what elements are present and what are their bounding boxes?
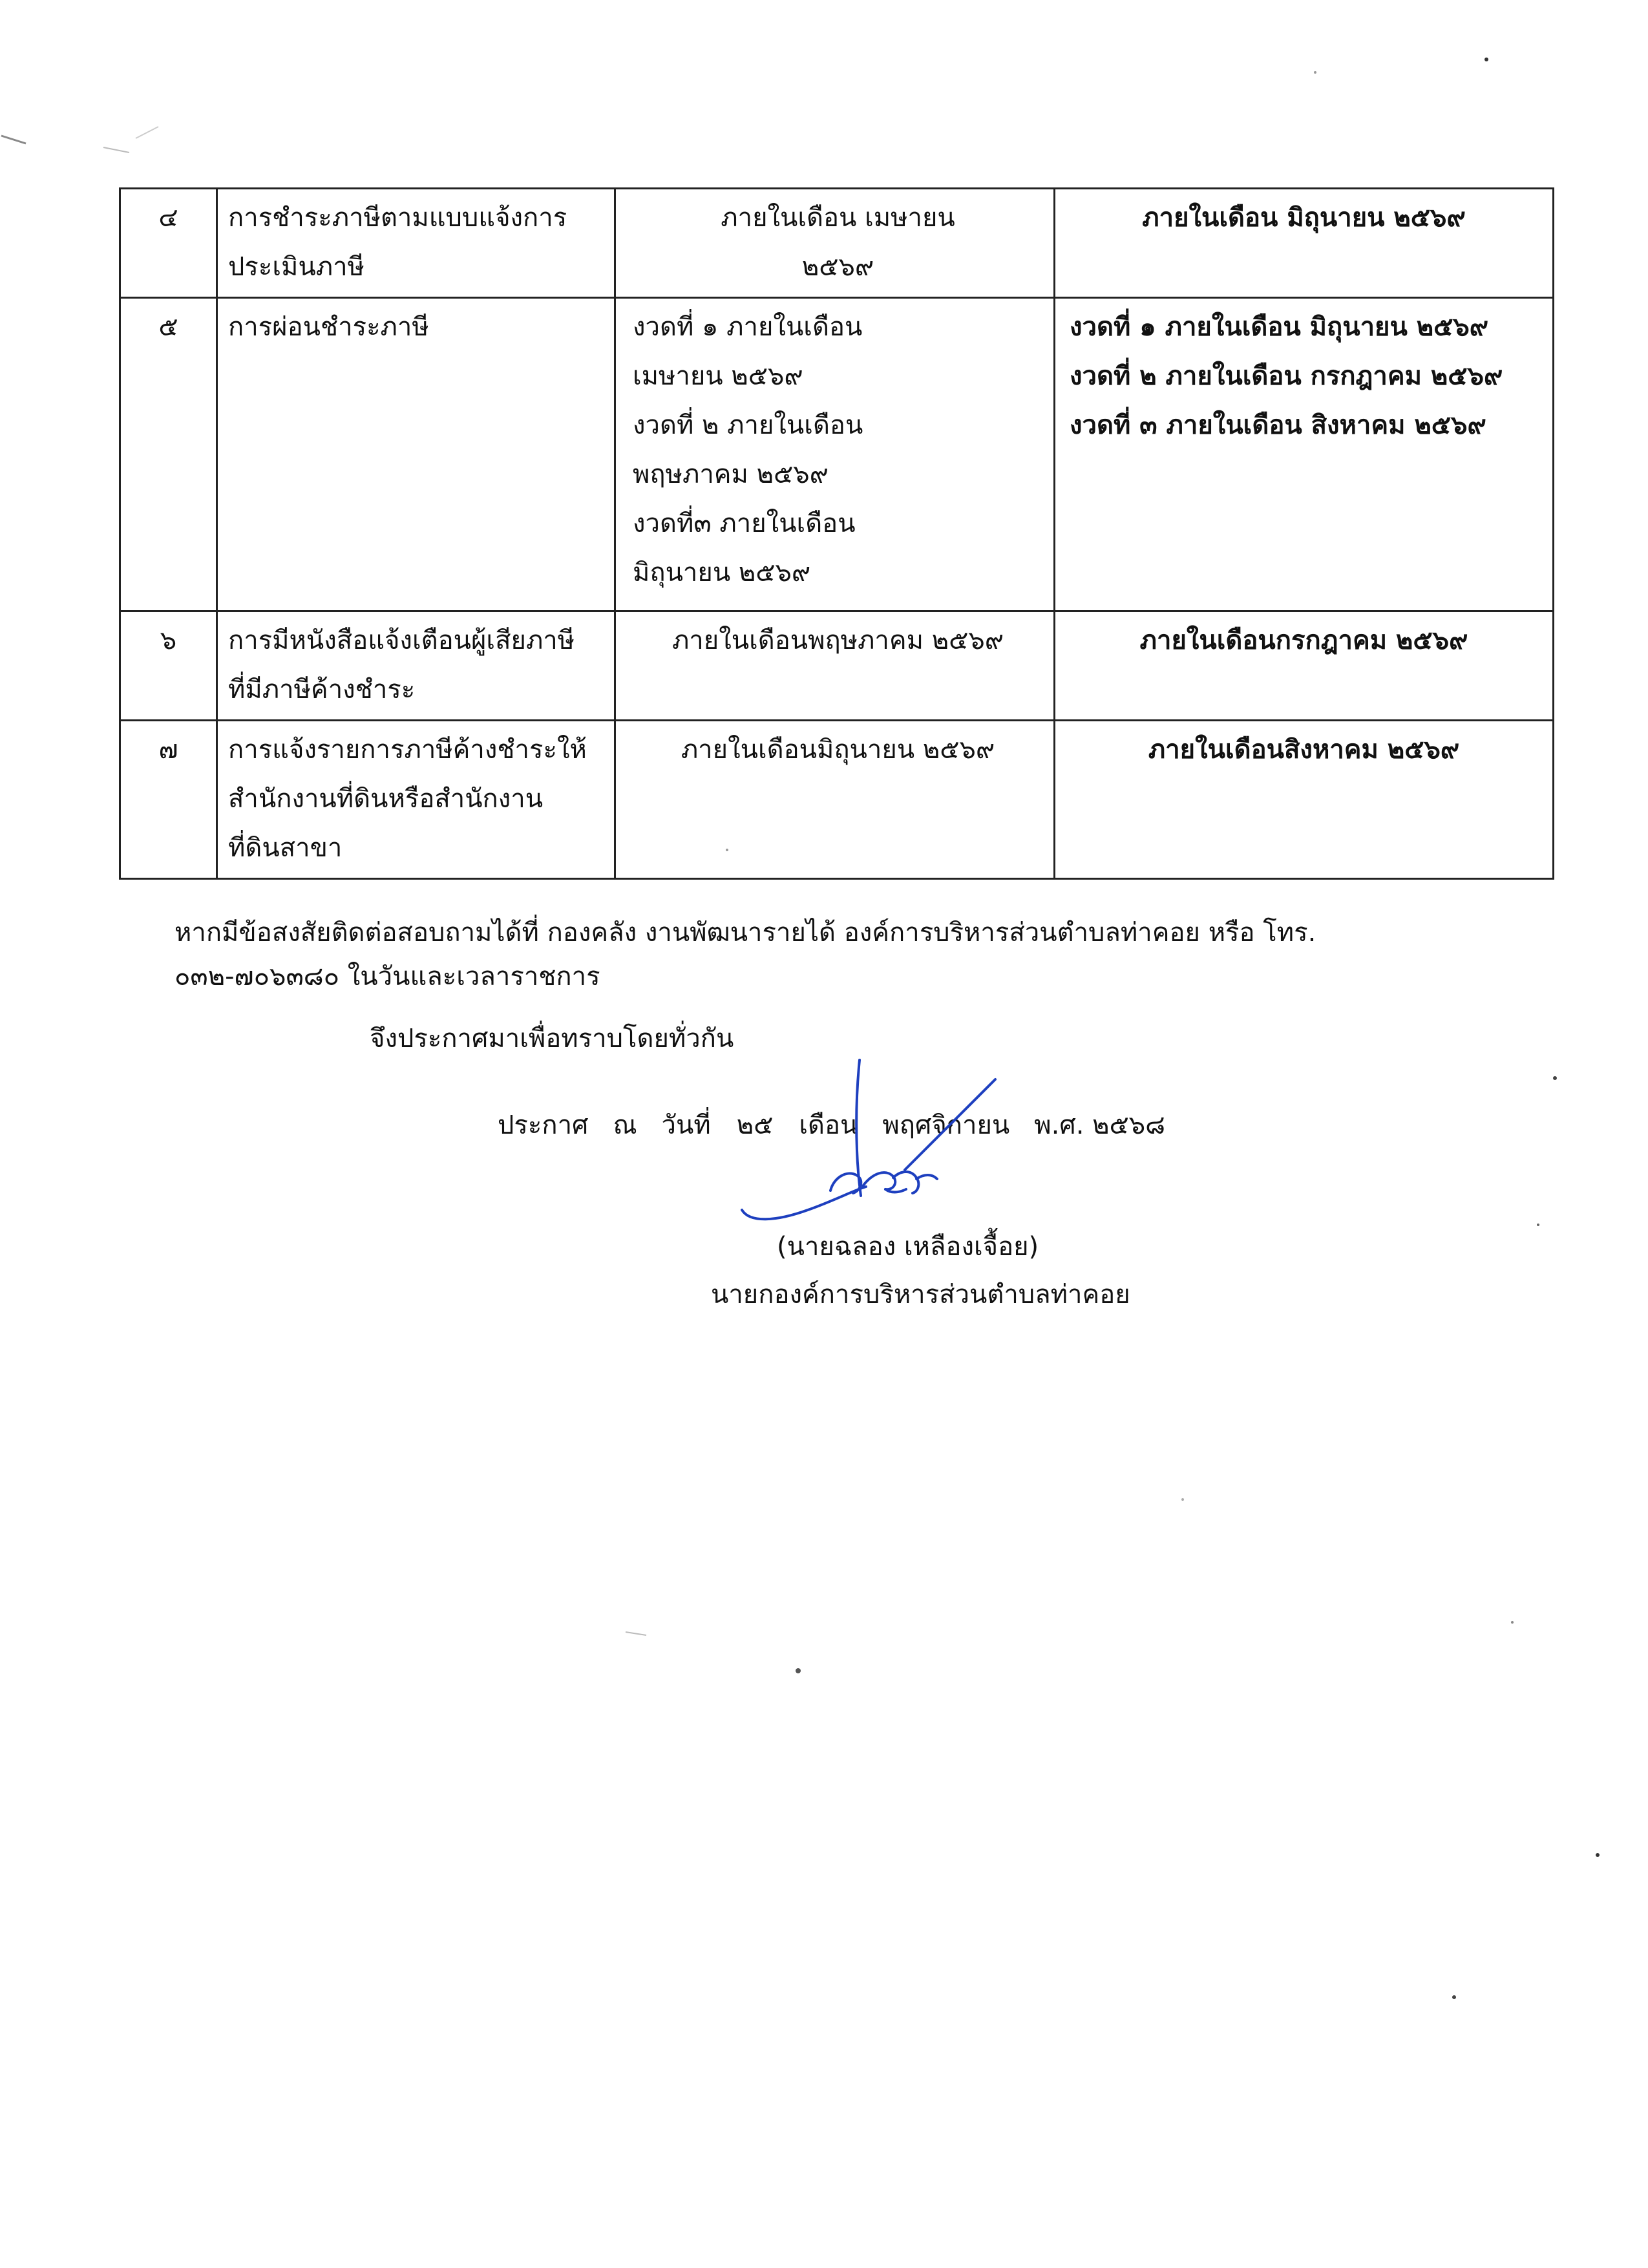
signatory-title: นายกองค์การบริหารส่วนตำบลท่าคอย bbox=[711, 1280, 1130, 1309]
item-cell: การผ่อนชำระภาษี bbox=[217, 298, 615, 611]
original-deadline-cell: ภายในเดือนมิถุนายน ๒๕๖๙ bbox=[615, 721, 1055, 879]
signatory-name: (นายฉลอง เหลืองเจื้อย) bbox=[777, 1232, 1039, 1262]
tax-schedule-table bbox=[119, 187, 1554, 880]
contact-paragraph-line-1: หากมีข้อสงสัยติดต่อสอบถามได้ที่ กองคลัง งานพัฒนารายได้ องค์การบริหารส่วนตำบลท่าคอย หรือ โทร. bbox=[174, 918, 1316, 948]
announcement-label: ประกาศ bbox=[498, 1110, 589, 1140]
table-row bbox=[120, 611, 1554, 721]
table-row bbox=[120, 298, 1554, 611]
at-label: ณ bbox=[613, 1110, 637, 1140]
original-deadline-cell: งวดที่ ๑ ภายในเดือน เมษายน ๒๕๖๙ งวดที่ ๒ ภายในเดือน พฤษภาคม ๒๕๖๙ งวดที่๓ ภายในเดือน มิถุนายน ๒๕๖๙ bbox=[615, 298, 1055, 611]
row-number: ๗ bbox=[120, 721, 217, 879]
closing-statement: จึงประกาศมาเพื่อทราบโดยทั่วกัน bbox=[370, 1024, 734, 1054]
day-value: ๒๕ bbox=[736, 1110, 774, 1140]
table-row bbox=[120, 189, 1554, 298]
contact-paragraph-line-2: ๐๓๒-๗๐๖๓๘๐ ในวันและเวลาราชการ bbox=[174, 962, 600, 991]
row-number: ๕ bbox=[120, 298, 217, 611]
item-cell: การแจ้งรายการภาษีค้างชำระให้ สำนักงานที่ดินหรือสำนักงาน ที่ดินสาขา bbox=[217, 721, 615, 879]
table-row bbox=[120, 721, 1554, 879]
row-number: ๔ bbox=[120, 189, 217, 298]
item-cell: การมีหนังสือแจ้งเตือนผู้เสียภาษี ที่มีภาษีค้างชำระ bbox=[217, 611, 615, 721]
revised-deadline-cell: ภายในเดือน มิถุนายน ๒๕๖๙ bbox=[1055, 189, 1554, 298]
handwritten-signature bbox=[724, 1041, 1034, 1254]
original-deadline-cell: ภายในเดือน เมษายน ๒๕๖๙ bbox=[615, 189, 1055, 298]
month-value: พฤศจิกายน bbox=[882, 1110, 1010, 1140]
item-cell: การชำระภาษีตามแบบแจ้งการ ประเมินภาษี bbox=[217, 189, 615, 298]
year-value: พ.ศ. ๒๕๖๘ bbox=[1034, 1110, 1166, 1140]
original-deadline-cell: ภายในเดือนพฤษภาคม ๒๕๖๙ bbox=[615, 611, 1055, 721]
row-number: ๖ bbox=[120, 611, 217, 721]
day-label: วันที่ bbox=[661, 1110, 711, 1140]
revised-deadline-cell: ภายในเดือนสิงหาคม ๒๕๖๙ bbox=[1055, 721, 1554, 879]
month-label: เดือน bbox=[799, 1110, 858, 1140]
revised-deadline-cell: ภายในเดือนกรกฎาคม ๒๕๖๙ bbox=[1055, 611, 1554, 721]
revised-deadline-cell: งวดที่ ๑ ภายในเดือน มิถุนายน ๒๕๖๙ งวดที่ ๒ ภายในเดือน กรกฎาคม ๒๕๖๙ งวดที่ ๓ ภายในเดือน สิงหาคม ๒๕๖๙ bbox=[1055, 298, 1554, 611]
